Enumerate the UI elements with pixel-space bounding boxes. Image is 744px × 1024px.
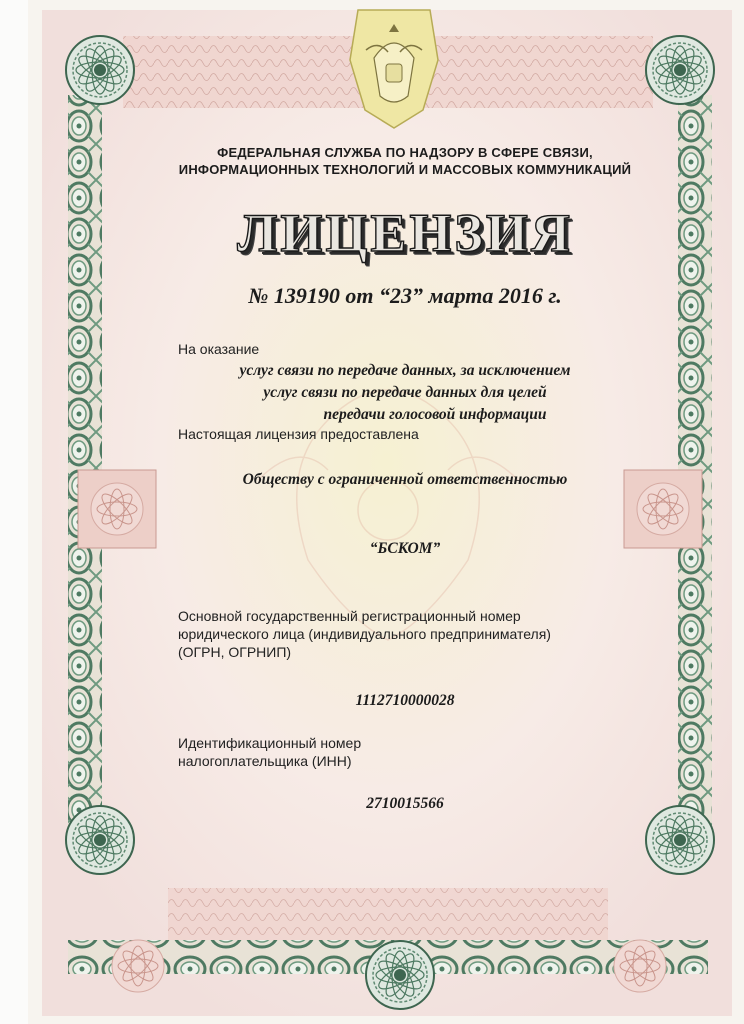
inn-label-line2: налогоплательщика (ИНН) (178, 753, 352, 769)
license-number: № 139190 от “23” марта 2016 г. (248, 283, 562, 308)
service-line1: услуг связи по передаче данных, за исключением (239, 362, 571, 379)
grantee-label: Настоящая лицензия предоставлена (178, 426, 419, 442)
grantee-org-name: “БСКОМ” (369, 540, 441, 557)
ogrn-label-line3: (ОГРН, ОГРНИП) (178, 644, 292, 660)
inn-value: 2710015566 (366, 795, 444, 812)
license-content (148, 110, 678, 820)
agency-name-line1: ФЕДЕРАЛЬНАЯ СЛУЖБА ПО НАДЗОРУ В СФЕРЕ СВЯЗИ, (217, 145, 593, 160)
service-line3: передачи голосовой информации (323, 406, 547, 423)
inn-label-line1: Идентификационный номер (178, 735, 362, 751)
ogrn-label-line2: юридического лица (индивидуального предпринимателя) (178, 626, 551, 642)
agency-name-line2: ИНФОРМАЦИОННЫХ ТЕХНОЛОГИЙ И МАССОВЫХ КОММУНИКАЦИЙ (178, 162, 632, 177)
license-sheet (28, 0, 744, 1024)
document-title: ЛИЦЕНЗИЯ (237, 203, 573, 263)
service-label: На оказание (178, 341, 260, 357)
ogrn-value: 1112710000028 (355, 692, 455, 709)
service-line2: услуг связи по передаче данных для целей (263, 384, 547, 401)
grantee-org-form: Обществу с ограниченной ответственностью (242, 471, 568, 488)
ogrn-label-line1: Основной государственный регистрационный номер (178, 608, 521, 624)
